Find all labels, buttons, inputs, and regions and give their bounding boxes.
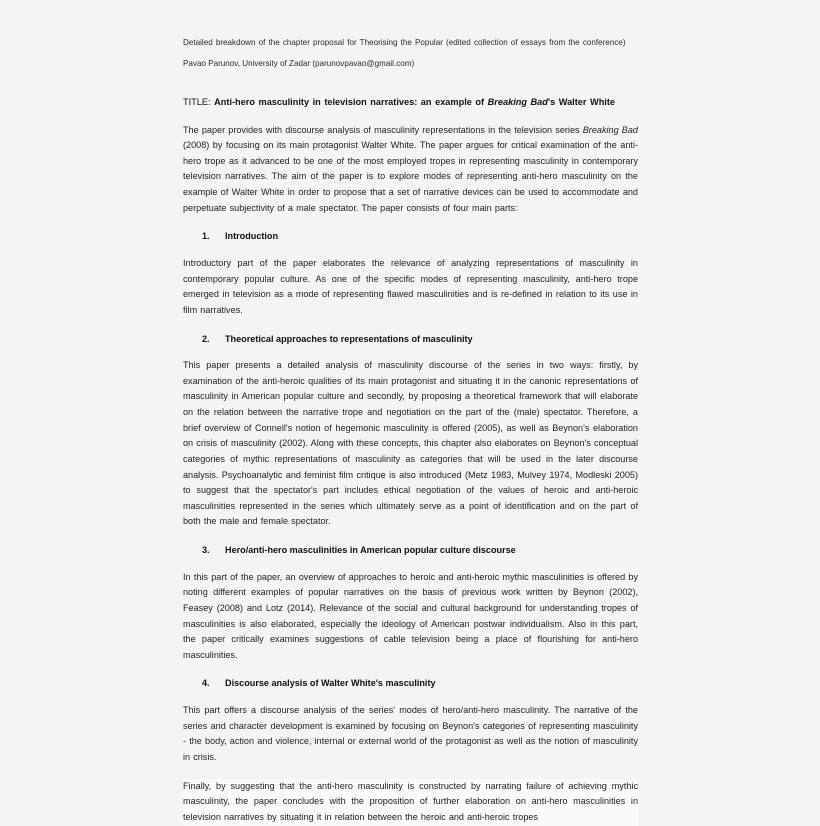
section-heading-4 (183, 676, 638, 691)
section-2-title: Theoretical approaches to representations of masculinity (225, 333, 473, 344)
document-abstract (183, 123, 638, 217)
abstract-text-after: (2008) by focusing on its main protagonist Walter White. The paper argues for critical examination of the anti-hero trope as it advanced to be one of the most employed tropes in representing masculinity in contemporary television narratives. The aim of the paper is to explore modes of representing anti-hero masculinity on the example of Walter White in order to propose that a set of narrative devices can be used to accommodate and perpetuate subjectivity of a male spectator. The paper consists of four main parts: (183, 140, 638, 213)
section-1-body: Introductory part of the paper elaborates the relevance of analyzing representations of masculinity in contemporary popular culture. As one of the specific modes of representing masculinity, anti-hero trope emerged in television as a mode of representing flawed masculinities and is re-defined in relation to its use in film narratives. (183, 257, 638, 315)
abstract-text-before: The paper provides with discourse analysis of masculinity representations in the television series (183, 124, 583, 135)
document-conclusion: Finally, by suggesting that the anti-hero masculinity is constructed by narrating failure of achieving mythic masculinity, the paper concludes with the proposition of further elaboration on anti-hero masculinities in television narratives by situating it in relation between the heroic and anti-heroic tropes (183, 779, 638, 826)
section-heading-2 (183, 332, 638, 347)
section-3-number: 3. (202, 545, 210, 556)
abstract-italic-work: Breaking Bad (582, 124, 638, 135)
section-3-title: Hero/anti-hero masculinities in American popular culture discourse (225, 545, 516, 556)
title-italic-work: Breaking Bad (487, 96, 548, 107)
title-main-part-2: 's Walter White (547, 96, 616, 107)
section-1-title: Introduction (225, 231, 279, 242)
section-3-body: In this part of the paper, an overview of approaches to heroic and anti-heroic mythic masculinities is offered by noting different examples of popular narratives on the basis of previous work written by Beynon (2002), Feasey (2008) and Lotz (2014). Relevance of the social and cultural background for understanding tropes of masculinities is also elaborated, especially the ideology of American postwar individualism. Also in this part, the paper critically examines suggestions of cable television being a place of flourishing for anti-hero masculinities. (183, 571, 638, 660)
section-4-title: Discourse analysis of Walter White's masculinity (225, 678, 436, 689)
section-2-number: 2. (202, 333, 210, 344)
section-heading-1 (183, 229, 638, 244)
section-2-body: This paper presents a detailed analysis of masculinity discourse of the series in two ways: firstly, by examination of the anti-heroic qualities of its main protagonist and situating it in the canonic representations of masculinity in American popular culture and secondly, by proposing a theoretical framework that will elaborate on the relation between the narrative trope and negotiation on the part of the (male) spectator. Therefore, a brief overview of Connell's notion of hegemonic masculinity is offered (2005), as well as Beynon's elaboration on crisis of masculinity (2002). Along with these concepts, this chapter also elaborates on Beynon's conceptual categories of mythic representations of masculinity as categories that will be used in the later discourse analysis. Psychoanalytic and feminist film critique is also introduced (Metz 1983, Mulvey 1974, Modleski 2005) to suggest that the spectator's part includes ethical negotiation of the values of heroic and anti-heroic masculinities represented in the series which ultimately serve as a point of identification and on the part of both the male and female spectator. (183, 360, 638, 527)
section-heading-3 (183, 543, 638, 558)
section-4-number: 4. (202, 678, 210, 689)
document-title (183, 95, 638, 110)
section-1-number: 1. (202, 231, 210, 242)
document-content (183, 36, 638, 826)
title-main-part-1: Anti-hero masculinity in television narratives: an example of (214, 96, 485, 107)
title-prefix: TITLE: (183, 96, 211, 107)
document-header-note: Detailed breakdown of the chapter proposal for Theorising the Popular (edited collection of essays from the conference) (183, 38, 626, 47)
section-4-body: This part offers a discourse analysis of the series' modes of hero/anti-hero masculinity. The narrative of the series and character development is examined by focusing on Beynon's categories of representing masculinity - the body, action and violence, internal or external world of the protagonist as well as the notion of masculinity in crisis. (183, 705, 638, 762)
document-author-line: Pavao Parunov, University of Zadar (parunovpavao@gmail.com) (183, 59, 415, 69)
